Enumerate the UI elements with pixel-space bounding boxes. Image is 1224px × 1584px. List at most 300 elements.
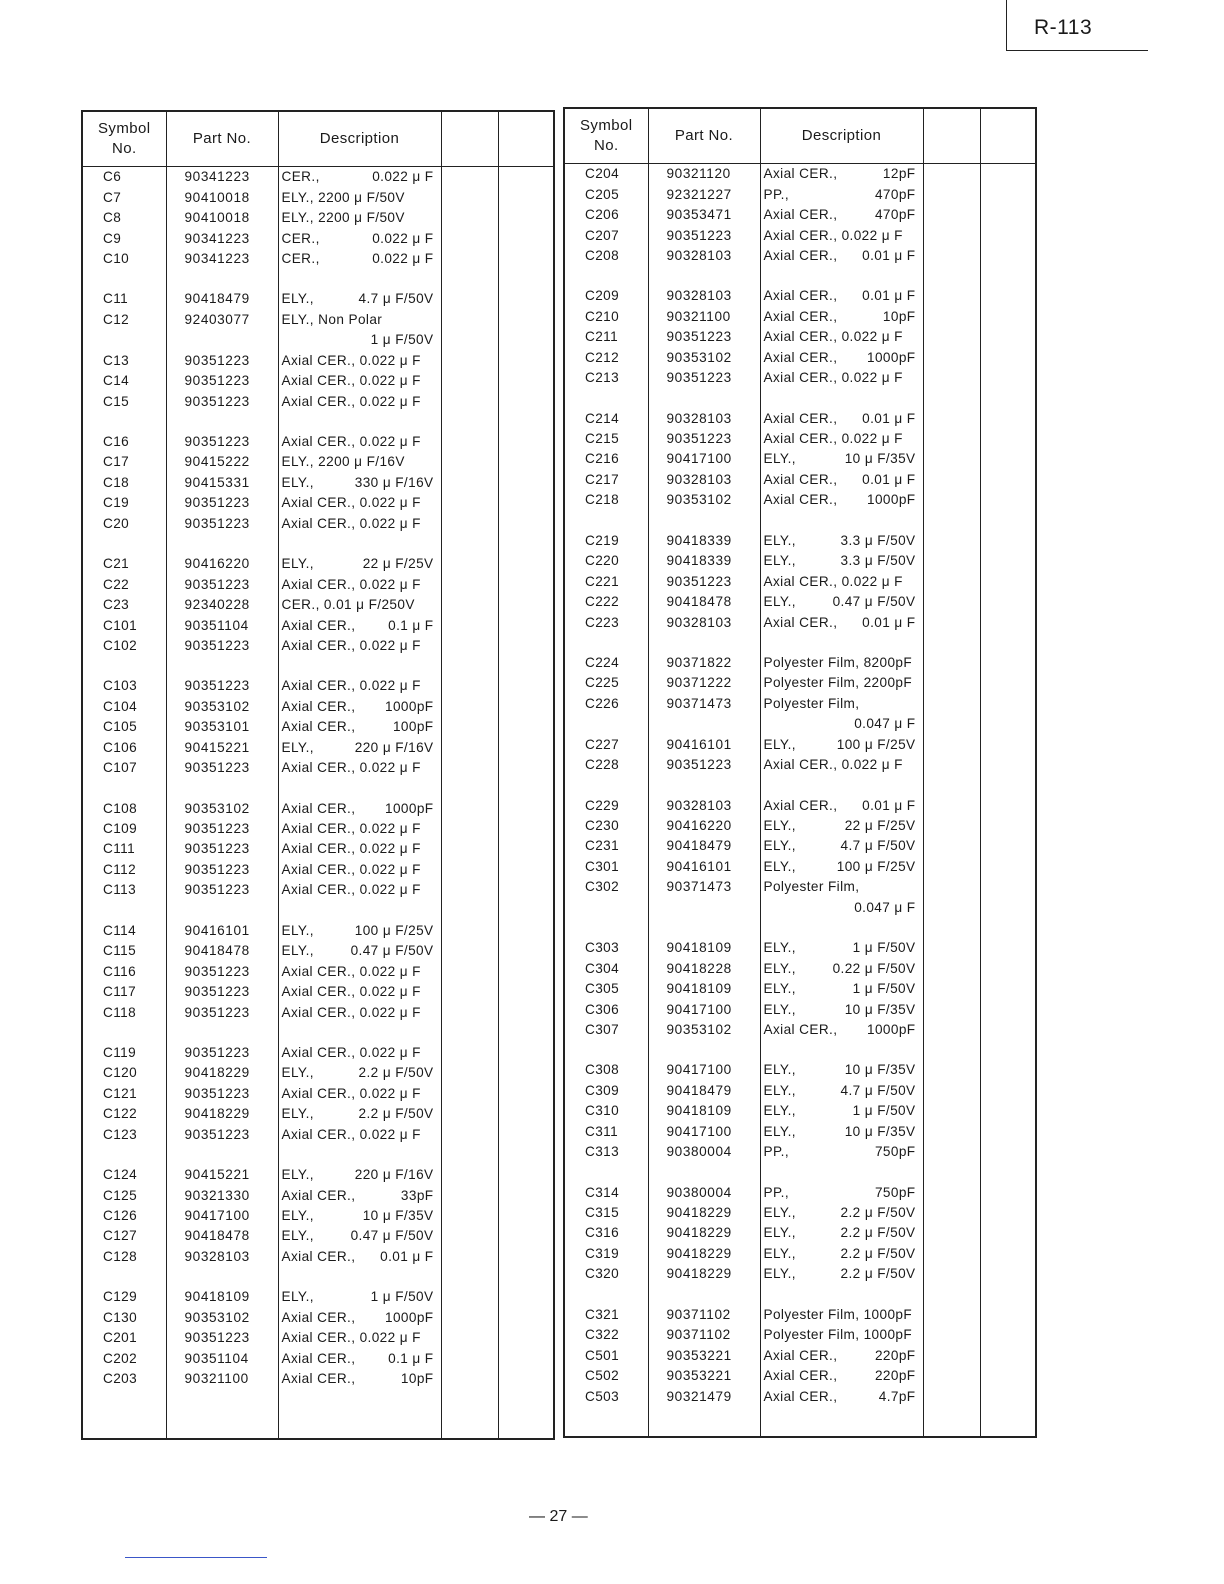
part-number-cell: 90353221 [648, 1366, 760, 1386]
description-value: 4.7 μ F/50V [358, 291, 434, 307]
empty-cell [441, 554, 498, 574]
description-value: 1000pF [866, 1021, 916, 1037]
table-row [82, 819, 554, 839]
table-row [564, 348, 1036, 368]
parts-table-left [81, 110, 555, 1440]
part-number-cell: 90416101 [166, 921, 278, 941]
empty-cell [923, 673, 980, 693]
description-value: 0.01 μ F [380, 1248, 434, 1264]
empty-cell [498, 228, 554, 248]
description-text [764, 1305, 916, 1325]
empty-cell [923, 1081, 980, 1101]
empty-cell [980, 653, 1036, 673]
description-type: Axial CER., 0.022 μ F [281, 1085, 421, 1101]
table-row [564, 1020, 1036, 1040]
description-type: Axial CER., 0.022 μ F [281, 373, 421, 389]
description-cell [278, 798, 441, 818]
empty-cell [278, 1023, 441, 1043]
part-number-cell: 90380004 [648, 1142, 760, 1162]
empty-cell [498, 961, 554, 981]
empty-cell [498, 1063, 554, 1083]
table-row [564, 551, 1036, 571]
description-cell [278, 636, 441, 656]
empty-cell [441, 249, 498, 269]
empty-cell [441, 615, 498, 635]
part-number-cell: 90328103 [648, 612, 760, 632]
description-text [282, 289, 434, 309]
description-type: Axial CER., [281, 698, 356, 714]
part-number-cell: 90418229 [166, 1104, 278, 1124]
description-cell [760, 592, 923, 612]
table-row [564, 1305, 1036, 1325]
part-number-cell: 90418229 [166, 1063, 278, 1083]
description-cell [278, 1287, 441, 1307]
description-cell [278, 921, 441, 941]
part-number-cell: 90371822 [648, 653, 760, 673]
part-number-cell: 90415221 [166, 1165, 278, 1185]
table-row [82, 676, 554, 696]
empty-cell [498, 1185, 554, 1205]
description-type: Polyester Film, 8200pF [763, 654, 913, 670]
description-type: Axial CER., 0.022 μ F [281, 963, 421, 979]
empty-cell [923, 1020, 980, 1040]
part-number-cell [648, 898, 760, 918]
part-number-cell: 90351104 [166, 615, 278, 635]
empty-cell [980, 1040, 1036, 1060]
symbol-cell: C302 [564, 877, 648, 897]
description-type: Axial CER., [763, 1347, 838, 1363]
empty-cell [498, 636, 554, 656]
description-value: 1000pF [384, 800, 434, 816]
symbol-cell: C12 [82, 310, 166, 330]
description-text [764, 857, 916, 877]
empty-cell [923, 327, 980, 347]
description-value: 0.47 μ F/50V [350, 1228, 434, 1244]
table-row [82, 473, 554, 493]
symbol-cell: C116 [82, 961, 166, 981]
table-row [564, 836, 1036, 856]
symbol-header-line: Symbol [580, 117, 633, 134]
empty-cell [498, 717, 554, 737]
description-type: CER., [281, 250, 320, 266]
table-row [82, 595, 554, 615]
symbol-cell: C107 [82, 758, 166, 778]
empty-cell [498, 1084, 554, 1104]
description-value: 0.01 μ F [862, 247, 916, 263]
description-value: 100pF [392, 719, 434, 735]
description-cell [760, 1203, 923, 1223]
description-text [282, 1165, 434, 1185]
part-number-cell: 92321227 [648, 184, 760, 204]
description-text [764, 938, 916, 958]
empty-cell [498, 310, 554, 330]
spacer-row [82, 656, 554, 676]
description-cell [760, 1345, 923, 1365]
description-cell [278, 1002, 441, 1022]
empty-cell [498, 514, 554, 534]
table-row [564, 694, 1036, 714]
description-type: ELY., [763, 981, 796, 997]
part-number-cell: 90321100 [166, 1369, 278, 1389]
description-text [764, 836, 916, 856]
part-number-cell: 90353102 [166, 697, 278, 717]
part-number-cell: 90418109 [648, 979, 760, 999]
empty-cell [760, 388, 923, 408]
part-number-cell: 90351104 [166, 1348, 278, 1368]
description-value: 2.2 μ F/50V [840, 1266, 916, 1282]
empty-cell [980, 490, 1036, 510]
empty-cell [441, 595, 498, 615]
symbol-cell: C309 [564, 1081, 648, 1101]
empty-cell [923, 388, 980, 408]
description-type: Polyester Film, [763, 879, 860, 895]
description-value: 3.3 μ F/50V [840, 553, 916, 569]
description-cell [278, 615, 441, 635]
empty-cell [923, 470, 980, 490]
table-row [564, 714, 1036, 734]
empty-cell [980, 1244, 1036, 1264]
description-type: Axial CER., [763, 471, 838, 487]
description-type: ELY., [281, 922, 314, 938]
description-text [282, 758, 434, 778]
description-type: ELY., [281, 291, 314, 307]
description-value: 750pF [874, 1184, 916, 1200]
description-type: Axial CER., [763, 1368, 838, 1384]
table-row [82, 921, 554, 941]
table-row [82, 249, 554, 269]
empty-cell [923, 246, 980, 266]
empty-cell [980, 307, 1036, 327]
parts-table-right [563, 107, 1037, 1438]
part-number-cell: 90416220 [648, 816, 760, 836]
empty-cell [980, 225, 1036, 245]
part-number-cell: 90353102 [648, 1020, 760, 1040]
symbol-cell: C22 [82, 574, 166, 594]
description-value: 2.2 μ F/50V [840, 1245, 916, 1261]
description-type: ELY., [763, 532, 796, 548]
table-row [82, 187, 554, 207]
empty-cell [923, 449, 980, 469]
description-text [282, 839, 434, 859]
empty-cell [498, 860, 554, 880]
description-text [764, 327, 916, 347]
table-row [82, 310, 554, 330]
description-cell [760, 1101, 923, 1121]
description-type: Axial CER., [281, 1371, 356, 1387]
empty-cell [923, 205, 980, 225]
table-row [82, 493, 554, 513]
description-text [282, 1349, 434, 1369]
symbol-cell: C106 [82, 738, 166, 758]
part-number-cell: 90353102 [648, 490, 760, 510]
description-value: 1 μ F/50V [852, 940, 916, 956]
empty-cell [923, 1345, 980, 1365]
description-value: 0.01 μ F [862, 797, 916, 813]
empty-cell [564, 918, 648, 938]
table-row [564, 612, 1036, 632]
empty-cell [923, 775, 980, 795]
description-text [764, 1020, 916, 1040]
part-number-cell: 90415222 [166, 452, 278, 472]
description-type: ELY., [763, 1082, 796, 1098]
description-cell [760, 1264, 923, 1284]
part-number-cell: 90417100 [648, 1060, 760, 1080]
description-text [764, 531, 916, 551]
empty-cell [923, 1366, 980, 1386]
empty-cell [760, 633, 923, 653]
description-type: Axial CER., 0.022 μ F [281, 861, 421, 877]
spacer-row [564, 1285, 1036, 1305]
description-text [282, 676, 434, 696]
description-value: 220 μ F/16V [354, 739, 434, 755]
description-cell [278, 167, 441, 188]
empty-cell [82, 534, 166, 554]
description-type: Axial CER., 0.022 μ F [281, 352, 421, 368]
table-row [82, 228, 554, 248]
symbol-cell: C304 [564, 958, 648, 978]
symbol-cell: C303 [564, 938, 648, 958]
description-type: CER., [281, 230, 320, 246]
empty-cell [498, 554, 554, 574]
table-row [564, 307, 1036, 327]
description-cell [760, 449, 923, 469]
description-value: 0.1 μ F [388, 1350, 434, 1366]
part-number-cell: 90351223 [166, 961, 278, 981]
empty-cell [166, 534, 278, 554]
empty-cell [980, 511, 1036, 531]
empty-cell [980, 836, 1036, 856]
description-text [282, 697, 434, 717]
symbol-cell: C229 [564, 795, 648, 815]
description-type: ELY., [281, 1228, 314, 1244]
description-value: 0.1 μ F [388, 617, 434, 633]
empty-cell [923, 633, 980, 653]
empty-cell [498, 432, 554, 452]
empty-cell [498, 249, 554, 269]
symbol-cell: C104 [82, 697, 166, 717]
description-text [282, 554, 434, 574]
description-cell [760, 1325, 923, 1345]
table-header-row [564, 108, 1036, 164]
table-row [564, 184, 1036, 204]
description-type: ELY., [763, 1001, 796, 1017]
description-cell [278, 982, 441, 1002]
empty-cell [980, 286, 1036, 306]
table-row [564, 1122, 1036, 1142]
description-type: Axial CER., 0.022 μ F [281, 576, 421, 592]
empty-cell [980, 1060, 1036, 1080]
empty-cell [980, 795, 1036, 815]
part-no-header: Part No. [166, 111, 278, 167]
symbol-cell: C322 [564, 1325, 648, 1345]
empty-cell [441, 717, 498, 737]
empty-cell [82, 1389, 166, 1439]
description-type: Axial CER., [281, 1309, 356, 1325]
description-type: Polyester Film, 1000pF [763, 1327, 913, 1343]
description-type: Axial CER., [763, 1388, 838, 1404]
symbol-cell: C205 [564, 184, 648, 204]
symbol-cell: C220 [564, 551, 648, 571]
description-cell [760, 1386, 923, 1406]
spacer-row [564, 388, 1036, 408]
description-text [764, 205, 916, 225]
part-number-cell: 90351223 [166, 391, 278, 411]
empty-cell [923, 531, 980, 551]
empty-cell [923, 898, 980, 918]
empty-cell [980, 1101, 1036, 1121]
description-value: 22 μ F/25V [362, 556, 434, 572]
empty-cell [923, 1325, 980, 1345]
empty-cell [498, 452, 554, 472]
description-text [282, 514, 434, 534]
description-type: Axial CER., [763, 492, 838, 508]
description-cell [760, 1081, 923, 1101]
description-type: Axial CER., [763, 410, 838, 426]
description-value: 1 μ F/50V [370, 1289, 434, 1305]
part-number-cell: 90351223 [648, 429, 760, 449]
empty-cell [441, 1206, 498, 1226]
symbol-cell: C208 [564, 246, 648, 266]
description-text [764, 449, 916, 469]
empty-cell [278, 1145, 441, 1165]
empty-cell [166, 1023, 278, 1043]
description-text [282, 1063, 434, 1083]
empty-cell [498, 493, 554, 513]
table-row [564, 470, 1036, 490]
empty-cell [498, 1023, 554, 1043]
part-number-cell: 90351223 [166, 636, 278, 656]
empty-cell [980, 246, 1036, 266]
empty-cell [980, 816, 1036, 836]
part-number-cell: 90341223 [166, 228, 278, 248]
empty-cell [82, 1023, 166, 1043]
symbol-cell: C321 [564, 1305, 648, 1325]
description-type: ELY., [763, 1103, 796, 1119]
empty-cell [498, 208, 554, 228]
model-number: R-113 [1034, 16, 1093, 39]
empty-cell [498, 1328, 554, 1348]
description-cell [278, 1165, 441, 1185]
table-row [82, 880, 554, 900]
part-number-cell: 90328103 [648, 470, 760, 490]
empty-cell [923, 1182, 980, 1202]
spacer-row [564, 918, 1036, 938]
description-text [282, 575, 434, 595]
part-number-cell: 90351223 [166, 1043, 278, 1063]
symbol-cell: C23 [82, 595, 166, 615]
table-row [82, 330, 554, 350]
description-text [764, 185, 916, 205]
empty-cell [980, 1122, 1036, 1142]
description-text [764, 816, 916, 836]
table-row [564, 857, 1036, 877]
description-cell [760, 348, 923, 368]
table-row [82, 738, 554, 758]
empty-cell [441, 228, 498, 248]
description-type: Axial CER., [281, 800, 356, 816]
table-row [82, 1369, 554, 1389]
symbol-cell: C13 [82, 351, 166, 371]
description-value: 470pF [874, 207, 916, 223]
table-row [564, 1142, 1036, 1162]
part-number-cell: 90351223 [648, 327, 760, 347]
table-row [564, 673, 1036, 693]
empty-cell [980, 1325, 1036, 1345]
description-type: ELY., [763, 1205, 796, 1221]
description-text [282, 636, 434, 656]
description-text [764, 1203, 916, 1223]
empty-cell [441, 1023, 498, 1043]
table-row [564, 164, 1036, 185]
symbol-cell: C114 [82, 921, 166, 941]
description-text [282, 1043, 434, 1063]
empty-cell [760, 1407, 923, 1437]
description-type: Axial CER., 0.022 μ F [281, 760, 421, 776]
empty-cell [441, 1308, 498, 1328]
empty-cell [980, 898, 1036, 918]
description-cell [278, 330, 441, 350]
table-row [564, 795, 1036, 815]
empty-cell [82, 412, 166, 432]
empty-cell [760, 775, 923, 795]
table-row [82, 289, 554, 309]
description-text [282, 799, 434, 819]
table-row [82, 1348, 554, 1368]
table-row [564, 1345, 1036, 1365]
empty-cell [760, 511, 923, 531]
description-cell [278, 738, 441, 758]
part-number-cell: 90418229 [648, 1244, 760, 1264]
empty-cell [278, 269, 441, 289]
description-text [764, 898, 916, 918]
empty-cell [441, 1145, 498, 1165]
description-text [764, 1244, 916, 1264]
part-number-cell: 90417100 [648, 1122, 760, 1142]
description-type: ELY., [281, 1167, 314, 1183]
description-text [764, 714, 916, 734]
description-text [764, 694, 916, 714]
description-type: Axial CER., 0.022 μ F [763, 370, 903, 386]
table-row [564, 1182, 1036, 1202]
empty-cell [923, 348, 980, 368]
empty-cell [923, 612, 980, 632]
description-value: 12pF [882, 166, 916, 182]
description-value: 0.22 μ F/50V [832, 960, 916, 976]
symbol-cell: C16 [82, 432, 166, 452]
part-number-cell: 90418478 [648, 592, 760, 612]
table-row [564, 653, 1036, 673]
description-type: ELY., [763, 1062, 796, 1078]
empty-cell [441, 982, 498, 1002]
symbol-cell: C222 [564, 592, 648, 612]
description-cell [760, 551, 923, 571]
empty-cell [498, 1267, 554, 1287]
empty-cell [980, 1305, 1036, 1325]
part-number-cell: 90351223 [166, 371, 278, 391]
empty-cell [441, 1043, 498, 1063]
part-number-cell: 90351223 [166, 819, 278, 839]
symbol-cell: C105 [82, 717, 166, 737]
empty-cell [498, 697, 554, 717]
description-cell [760, 246, 923, 266]
table-row [564, 205, 1036, 225]
empty-cell [648, 633, 760, 653]
description-type: Axial CER., 0.022 μ F [281, 434, 421, 450]
description-type: ELY., [763, 940, 796, 956]
empty-cell [980, 735, 1036, 755]
symbol-cell: C203 [82, 1369, 166, 1389]
part-number-cell: 90351223 [648, 368, 760, 388]
